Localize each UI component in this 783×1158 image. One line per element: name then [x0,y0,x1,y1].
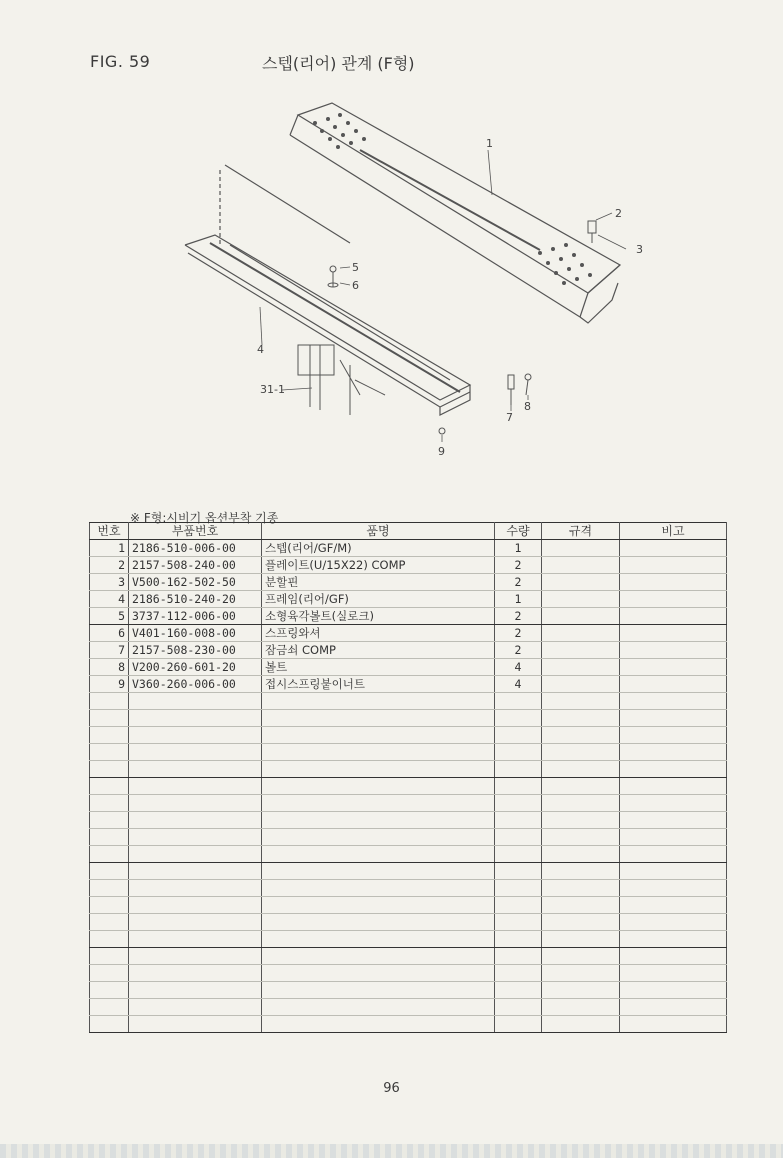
row-spec [542,676,620,693]
row-remark [620,625,727,642]
row-part-number: 2186-510-240-20 [129,591,262,608]
row-no: 6 [90,625,129,642]
row-remark [620,608,727,625]
table-row-empty [90,693,727,710]
row-quantity: 2 [495,574,542,591]
row-part-name: 잠금쇠 COMP [262,642,495,659]
row-part-name: 볼트 [262,659,495,676]
row-spec [542,557,620,574]
figure-number: FIG. 59 [90,52,151,71]
table-row [90,557,727,574]
row-no: 7 [90,642,129,659]
row-quantity: 2 [495,608,542,625]
row-no: 9 [90,676,129,693]
row-quantity: 4 [495,659,542,676]
table-row-empty [90,846,727,863]
callout-9: 9 [438,445,445,458]
row-quantity: 1 [495,540,542,557]
table-row-empty [90,727,727,744]
callout-31-1: 31-1 [260,383,285,396]
row-remark [620,540,727,557]
table-row-empty [90,982,727,999]
row-quantity: 1 [495,591,542,608]
row-remark [620,591,727,608]
callout-1: 1 [486,137,493,150]
table-row-empty [90,1016,727,1033]
row-remark [620,642,727,659]
table-row-empty [90,863,727,880]
row-part-name: 스텝(리어/GF/M) [262,540,495,557]
col-header-quantity: 수량 [495,523,542,540]
row-spec [542,642,620,659]
row-part-number: 3737-112-006-00 [129,608,262,625]
callout-6: 6 [352,279,359,292]
table-row-empty [90,744,727,761]
callout-3: 3 [636,243,643,256]
table-row-empty [90,812,727,829]
table-row-empty [90,948,727,965]
table-row-empty [90,795,727,812]
row-part-number: V401-160-008-00 [129,625,262,642]
col-header-no: 번호 [90,523,129,540]
page-number: 96 [383,1081,400,1096]
row-quantity: 2 [495,642,542,659]
rear-frame-part [185,165,470,415]
table-row-empty [90,710,727,727]
row-part-number: V200-260-601-20 [129,659,262,676]
table-header-row [90,523,727,540]
col-header-part-name: 품명 [262,523,495,540]
row-part-number: 2157-508-240-00 [129,557,262,574]
callout-7: 7 [506,411,513,424]
exploded-parts-diagram [170,95,650,470]
row-remark [620,676,727,693]
mount-bracket-part [298,345,385,415]
table-row-empty [90,778,727,795]
row-part-name: 분할핀 [262,574,495,591]
col-header-remark: 비고 [620,523,727,540]
figure-title: 스텝(리어) 관계 (F형) [262,54,415,73]
row-remark [620,659,727,676]
table-row-empty [90,829,727,846]
scan-artifact-band [0,1144,783,1158]
parts-table [89,522,727,1033]
row-part-number: 2157-508-230-00 [129,642,262,659]
row-no: 4 [90,591,129,608]
footnote: ※ F형:시비기 옵션부착 기종 [130,511,279,525]
row-remark [620,557,727,574]
table-row [90,625,727,642]
table-row-empty [90,931,727,948]
table-row-empty [90,880,727,897]
row-no: 3 [90,574,129,591]
table-row-empty [90,965,727,982]
row-remark [620,574,727,591]
row-part-name: 스프링와셔 [262,625,495,642]
row-quantity: 4 [495,676,542,693]
rear-step-part [290,103,620,323]
callout-5: 5 [352,261,359,274]
callout-2: 2 [615,207,622,220]
table-row [90,659,727,676]
table-row-empty [90,897,727,914]
col-header-spec: 규격 [542,523,620,540]
row-spec [542,625,620,642]
table-row [90,642,727,659]
row-part-name: 접시스프링붙이너트 [262,676,495,693]
row-part-number: V500-162-502-50 [129,574,262,591]
row-no: 2 [90,557,129,574]
row-part-number: 2186-510-006-00 [129,540,262,557]
row-part-name: 소형육각볼트(실로크) [262,608,495,625]
row-part-number: V360-260-006-00 [129,676,262,693]
row-spec [542,540,620,557]
table-row [90,676,727,693]
row-spec [542,591,620,608]
table-row-empty [90,761,727,778]
row-quantity: 2 [495,625,542,642]
row-part-name: 플레이트(U/15X22) COMP [262,557,495,574]
table-row [90,574,727,591]
col-header-part-number: 부품번호 [129,523,262,540]
row-spec [542,608,620,625]
table-row [90,608,727,625]
table-row [90,591,727,608]
row-no: 5 [90,608,129,625]
callout-4: 4 [257,343,264,356]
row-no: 1 [90,540,129,557]
table-row-empty [90,999,727,1016]
row-spec [542,659,620,676]
table-row-empty [90,914,727,931]
row-part-name: 프레임(리어/GF) [262,591,495,608]
row-spec [542,574,620,591]
callout-8: 8 [524,400,531,413]
table-row [90,540,727,557]
row-quantity: 2 [495,557,542,574]
row-no: 8 [90,659,129,676]
